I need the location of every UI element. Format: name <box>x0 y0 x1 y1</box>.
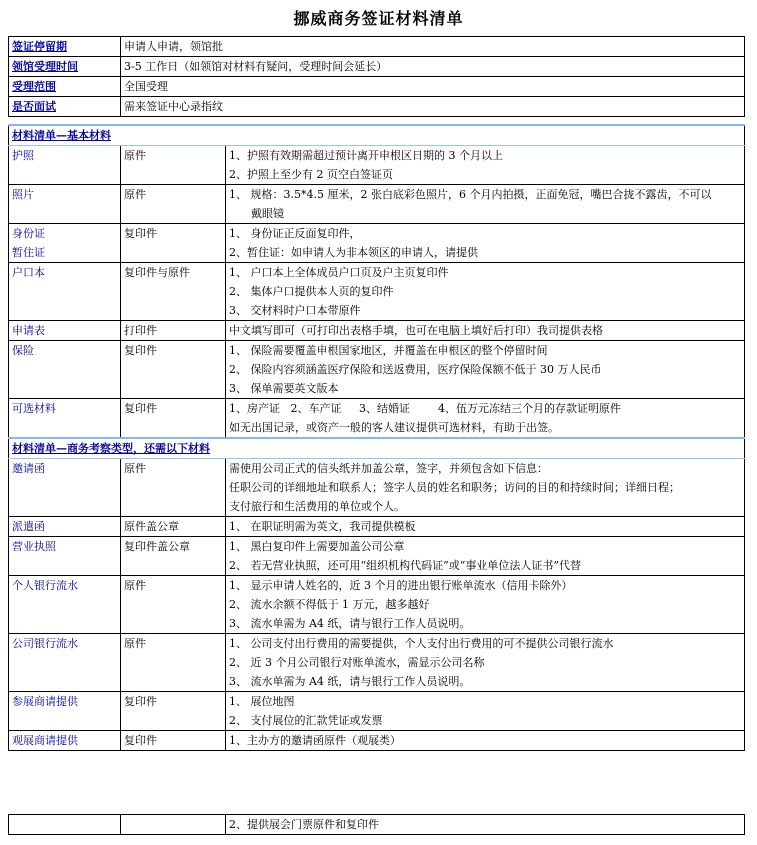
material-name: 户口本 <box>9 263 121 321</box>
detail-line: 中文填写即可（可打印出表格手填，也可在电脑上填好后打印）我司提供表格 <box>229 324 603 337</box>
section-header-row <box>9 438 745 459</box>
material-type: 打印件 <box>121 321 226 341</box>
material-name: 参展商请提供 <box>9 692 121 731</box>
material-detail <box>226 815 745 835</box>
detail-line: 2、护照上至少有 2 页空白签证页 <box>229 168 393 181</box>
section-title-business: 材料清单—商务考察类型，还需以下材料 <box>9 438 745 459</box>
material-detail <box>226 263 745 321</box>
info-row <box>9 57 745 77</box>
material-type: 复印件 <box>121 341 226 399</box>
material-name: 公司银行流水 <box>9 634 121 692</box>
material-type: 复印件与原件 <box>121 263 226 321</box>
detail-line: 1、护照有效期需超过预计离开申根区日期的 3 个月以上 <box>229 149 503 162</box>
info-row <box>9 97 745 117</box>
info-row <box>9 37 745 57</box>
detail-line: 1、 户口本上全体成员户口页及户主页复印件 <box>229 266 449 279</box>
detail-line: 1、主办方的邀请函原件（观展类） <box>229 734 401 747</box>
info-value: 申请人申请，领馆批 <box>121 37 745 57</box>
material-type: 复印件盖公章 <box>121 537 226 576</box>
detail-line: 任职公司的详细地址和联系人；签字人员的姓名和职务；访问的目的和持续时间；详细日程； <box>229 481 680 494</box>
material-detail <box>226 185 745 224</box>
detail-line: 1、 显示申请人姓名的，近 3 个月的进出银行账单流水（信用卡除外） <box>229 579 573 592</box>
material-detail <box>226 692 745 731</box>
material-detail <box>226 576 745 634</box>
detail-line: 2、 近 3 个月公司银行对账单流水，需显示公司名称 <box>229 656 485 669</box>
info-label: 受理范围 <box>9 77 121 97</box>
detail-line: 3、 流水单需为 A4 纸，请与银行工作人员说明。 <box>229 675 471 688</box>
material-detail <box>226 537 745 576</box>
material-detail <box>226 224 745 263</box>
detail-line: 戴眼镜 <box>251 207 284 220</box>
material-detail <box>226 399 745 439</box>
material-detail <box>226 341 745 399</box>
material-type: 复印件 <box>121 731 226 751</box>
material-type: 复印件 <box>121 399 226 439</box>
detail-line: 2、 流水余额不得低于 1 万元，越多越好 <box>229 598 430 611</box>
table-row <box>9 185 745 224</box>
material-name: 保险 <box>9 341 121 399</box>
info-label: 签证停留期 <box>9 37 121 57</box>
material-detail <box>226 731 745 751</box>
material-name: 观展商请提供 <box>9 731 121 751</box>
material-name: 邀请函 <box>9 459 121 517</box>
material-detail <box>226 146 745 185</box>
material-name: 可选材料 <box>9 399 121 439</box>
continued-table <box>8 814 745 835</box>
detail-line: 3、 流水单需为 A4 纸，请与银行工作人员说明。 <box>229 617 471 630</box>
detail-line: 支付旅行和生活费用的单位或个人。 <box>229 500 405 513</box>
table-row <box>9 321 745 341</box>
detail-line: 1、 展位地图 <box>229 695 295 708</box>
detail-line: 1、 保险需要覆盖申根国家地区，并覆盖在申根区的整个停留时间 <box>229 344 548 357</box>
material-type: 原件 <box>121 459 226 517</box>
material-name: 营业执照 <box>9 537 121 576</box>
material-detail <box>226 459 745 517</box>
material-name <box>9 815 121 835</box>
table-row <box>9 459 745 517</box>
info-value: 需来签证中心录指纹 <box>121 97 745 117</box>
detail-line: 3、 保单需要英文版本 <box>229 382 339 395</box>
section-title-basic: 材料清单—基本材料 <box>9 125 745 146</box>
materials-table <box>8 124 745 751</box>
material-detail <box>226 634 745 692</box>
detail-line: 1、 公司支付出行费用的需要提供，个人支付出行费用的可不提供公司银行流水 <box>229 637 614 650</box>
material-name: 派遣函 <box>9 517 121 537</box>
material-name-line: 身份证 <box>12 227 45 240</box>
table-row <box>9 224 745 263</box>
info-value: 3-5 工作日（如领馆对材料有疑问，受理时间会延长） <box>121 57 745 77</box>
detail-line: 3、 交材料时户口本带原件 <box>229 304 361 317</box>
table-row <box>9 146 745 185</box>
material-type <box>121 815 226 835</box>
info-label: 是否面试 <box>9 97 121 117</box>
table-row <box>9 731 745 751</box>
detail-line: 2、 支付展位的汇款凭证或发票 <box>229 714 383 727</box>
material-type: 原件盖公章 <box>121 517 226 537</box>
material-type: 原件 <box>121 146 226 185</box>
info-row <box>9 77 745 97</box>
detail-line: 需使用公司正式的信头纸并加盖公章，签字，并须包含如下信息： <box>229 462 548 475</box>
detail-line: 1、 在职证明需为英文，我司提供模板 <box>229 520 416 533</box>
detail-line: 1、 身份证正反面复印件， <box>229 227 361 240</box>
material-name: 申请表 <box>9 321 121 341</box>
table-row <box>9 341 745 399</box>
material-name-line: 暂住证 <box>12 246 45 259</box>
material-type: 原件 <box>121 634 226 692</box>
material-name <box>9 224 121 263</box>
table-row <box>9 399 745 439</box>
detail-line: 2、 若无营业执照，还可用“组织机构代码证”或“事业单位法人证书”代替 <box>229 559 581 572</box>
detail-line: 2、提供展会门票原件和复印件 <box>229 818 379 831</box>
table-row <box>9 517 745 537</box>
detail-line: 2、 集体户口提供本人页的复印件 <box>229 285 394 298</box>
material-name: 护照 <box>9 146 121 185</box>
material-name: 照片 <box>9 185 121 224</box>
material-type: 复印件 <box>121 224 226 263</box>
table-row <box>9 263 745 321</box>
table-row <box>9 634 745 692</box>
material-name: 个人银行流水 <box>9 576 121 634</box>
section-header-row <box>9 125 745 146</box>
page-title: 挪威商务签证材料清单 <box>293 9 464 28</box>
material-detail <box>226 517 745 537</box>
detail-line: 2、 保险内容须涵盖医疗保险和送返费用，医疗保险保额不低于 30 万人民币 <box>229 363 602 376</box>
visa-info-table <box>8 36 745 117</box>
material-type: 原件 <box>121 576 226 634</box>
info-value: 全国受理 <box>121 77 745 97</box>
detail-line: 1、 规格：3.5*4.5 厘米，2 张白底彩色照片，6 个月内拍摄，正面免冠，嘴巴合拢不露齿，不可以 <box>229 188 712 201</box>
material-type: 复印件 <box>121 692 226 731</box>
material-detail <box>226 321 745 341</box>
detail-line: 如无出国记录，或资产一般的客人建议提供可选材料，有助于出签。 <box>229 421 559 434</box>
table-row <box>9 815 745 835</box>
table-row <box>9 692 745 731</box>
detail-line: 2、暂住证：如申请人为非本领区的申请人，请提供 <box>229 246 478 259</box>
table-row <box>9 576 745 634</box>
info-label: 领馆受理时间 <box>9 57 121 77</box>
material-type: 原件 <box>121 185 226 224</box>
detail-line: 1、 黑白复印件上需要加盖公司公章 <box>229 540 405 553</box>
table-row <box>9 537 745 576</box>
detail-line: 1、房产证 2、车产证 3、结婚证 4、伍万元冻结三个月的存款证明原件 <box>229 402 621 415</box>
